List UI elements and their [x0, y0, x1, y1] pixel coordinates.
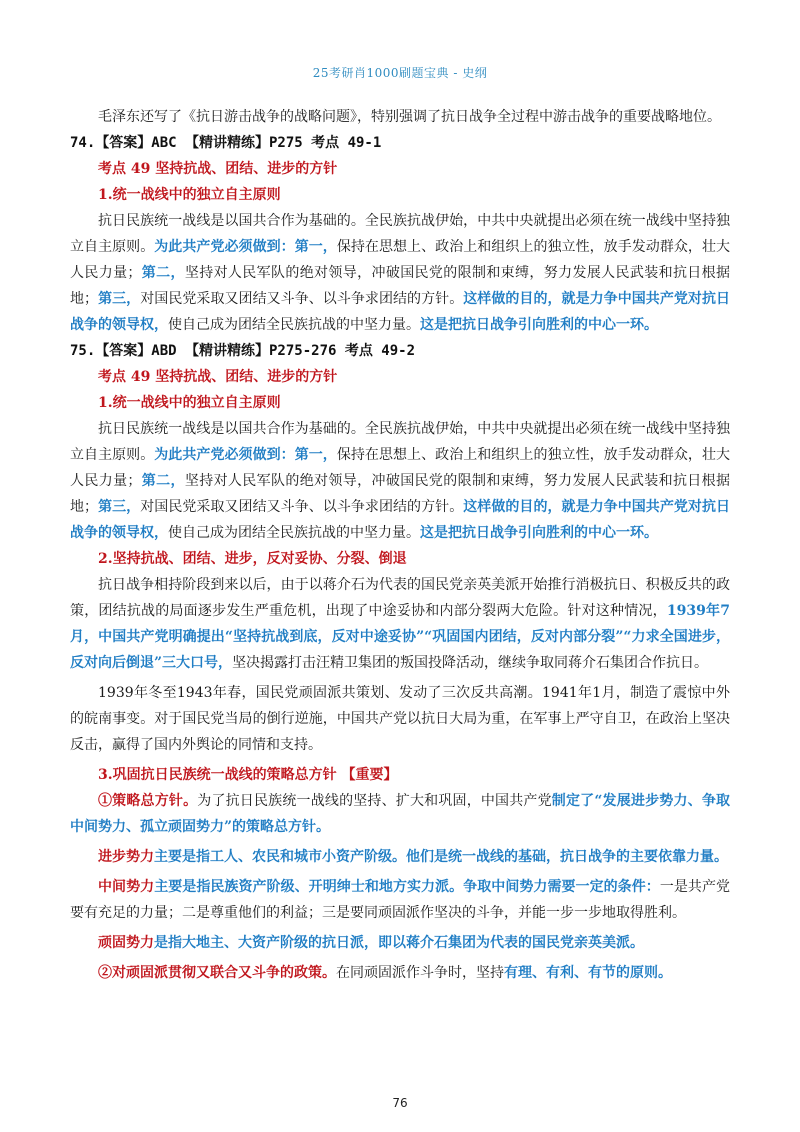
q75-answer-line: 75.【答案】ABD 【精讲精练】P275-276 考点 49-2: [70, 343, 416, 359]
q75-subheading-2: 2.坚持抗战、团结、进步，反对妥协、分裂、倒退: [98, 551, 407, 567]
q75-paragraph-3: 1939年冬至1943年春，国民党顽固派共策划、发动了三次反共高潮。1941年1月，制造了震惊中外的皖南事变。对于国民党当局的倒行逆施，中国共产党以抗日大局为重，在军事上严守自卫，在政治上坚决反击，赢得了国内外舆论的同情和支持。: [70, 685, 730, 753]
q75-text-4: 第二，: [141, 473, 185, 489]
q74-answer-line: 74.【答案】ABC 【精讲精练】P275 考点 49-1: [70, 135, 382, 151]
q75-diehard-paragraph: [70, 930, 730, 956]
q75-text-2: 为此共产党必须做到：第一，: [154, 447, 337, 463]
q75-subheading-1: 1.统一战线中的独立自主原则: [98, 395, 281, 411]
q75-s3a-text: 为了抗日民族统一战线的坚持、扩大和巩固，中国共产党: [197, 793, 552, 809]
q75-progressive-paragraph: [70, 844, 730, 870]
q74-text-10: 这是把抗日战争引向胜利的中心一环。: [420, 317, 658, 333]
q75-s3e-label: ②对顽固派贯彻又联合又斗争的政策。: [98, 965, 336, 981]
q75-s3c-text: 主要是指民族资产阶级、开明绅士和地方实力派。争取中间势力需要一定的条件：: [154, 879, 660, 895]
q74-text-3: 保持在思想上、政治上和组织上的独立性，放手发动群众，壮大人民力量；: [70, 239, 731, 281]
q75-text-1: 抗日民族统一战线是以国共合作为基础的。全民族抗战伊始，中共中央就提出必须在统一战线中坚持独立自主原则。: [70, 421, 730, 463]
page-header: 25考研肖1000刷题宝典 - 史纲: [312, 66, 488, 80]
q75-s2-text-a: 抗日战争相持阶段到来以后，由于以蒋介石为代表的国民党亲英美派开始推行消极抗日、积极反共的政策，团结抗战的局面逐步发生严重危机，出现了中途妥协和内部分裂两大危险。针对这种情况，: [70, 577, 730, 619]
q74-text-4: 第二，: [141, 265, 185, 281]
q74-text-5: 坚持对人民军队的绝对领导，冲破国民党的限制和束缚，努力发展人民武装和抗日根据地；: [70, 265, 731, 307]
q75-s2-text-c: 坚决揭露打击汪精卫集团的叛国投降活动，继续争取同蒋介石集团合作抗日。: [232, 655, 709, 671]
q75-subheading-3: 3.巩固抗日民族统一战线的策略总方针 【重要】: [98, 767, 398, 783]
q75-policy-paragraph: [70, 960, 730, 986]
q74-text-2: 为此共产党必须做到：第一，: [154, 239, 337, 255]
q75-strategy-paragraph: [70, 788, 730, 840]
q74-text-8: 这样做的目的，就是力争中国共产党对抗日战争的领导权，: [70, 291, 731, 333]
q75-s3a-label: ①策略总方针。: [98, 793, 198, 809]
page-number: 76: [392, 1096, 408, 1110]
q74-subheading-1: 1.统一战线中的独立自主原则: [98, 187, 281, 203]
q75-text-5: 坚持对人民军队的绝对领导，冲破国民党的限制和束缚，努力发展人民武装和抗日根据地；: [70, 473, 731, 515]
q75-s3d-label: 顽固势力: [98, 935, 154, 951]
page-content: [70, 104, 730, 986]
q75-s3b-text: 主要是指工人、农民和城市小资产阶级。他们是统一战线的基础，抗日战争的主要依靠力量。: [154, 849, 728, 865]
q74-text-9: 使自己成为团结全民族抗战的中坚力量。: [168, 317, 420, 333]
q75-topic-heading: 考点 49 坚持抗战、团结、进步的方针: [98, 369, 338, 385]
q75-text-8: 这样做的目的，就是力争中国共产党对抗日战争的领导权，: [70, 499, 731, 541]
q75-paragraph-1: [70, 416, 730, 546]
q75-text-6: 第三，: [98, 499, 141, 515]
q75-text-7: 对国民党采取又团结又斗争、以斗争求团结的方针。: [140, 499, 464, 515]
q75-middle-paragraph: [70, 874, 730, 926]
q75-s3a-highlight: 制定了“发展进步势力、争取中间势力、孤立顽固势力”的策略总方针。: [70, 793, 730, 835]
q75-s3c-label: 中间势力: [98, 879, 155, 895]
q75-s2-text-b: 1939年7月，中国共产党明确提出“坚持抗战到底，反对中途妥协”“巩固国内团结，反对内部分裂”“力求全国进步，反对向后倒退”三大口号，: [70, 603, 730, 671]
q75-s3b-label: 进步势力: [98, 849, 154, 865]
q74-paragraph: [70, 208, 730, 338]
q75-s3e-text: 在同顽固派作斗争时，坚持: [336, 965, 504, 981]
q75-paragraph-2: [70, 572, 730, 676]
q74-text-1: 抗日民族统一战线是以国共合作为基础的。全民族抗战伊始，中共中央就提出必须在统一战线中坚持独立自主原则。: [70, 213, 730, 255]
q75-text-10: 这是把抗日战争引向胜利的中心一环。: [420, 525, 658, 541]
q75-s3e-highlight: 有理、有利、有节的原则。: [504, 965, 672, 981]
intro-paragraph: 毛泽东还写了《抗日游击战争的战略问题》，特别强调了抗日战争全过程中游击战争的重要战略地位。: [98, 109, 721, 125]
q75-text-9: 使自己成为团结全民族抗战的中坚力量。: [168, 525, 420, 541]
q74-topic-heading: 考点 49 坚持抗战、团结、进步的方针: [98, 161, 338, 177]
q74-text-6: 第三，: [98, 291, 141, 307]
q75-s3d-text: 是指大地主、大资产阶级的抗日派，即以蒋介石集团为代表的国民党亲英美派。: [154, 935, 644, 951]
q75-s3c-conditions: 一是共产党要有充足的力量；二是尊重他们的利益；三是要同顽固派作坚决的斗争，并能一步一步地取得胜利。: [70, 879, 731, 921]
q74-text-7: 对国民党采取又团结又斗争、以斗争求团结的方针。: [140, 291, 464, 307]
q75-text-3: 保持在思想上、政治上和组织上的独立性，放手发动群众，壮大人民力量；: [70, 447, 731, 489]
